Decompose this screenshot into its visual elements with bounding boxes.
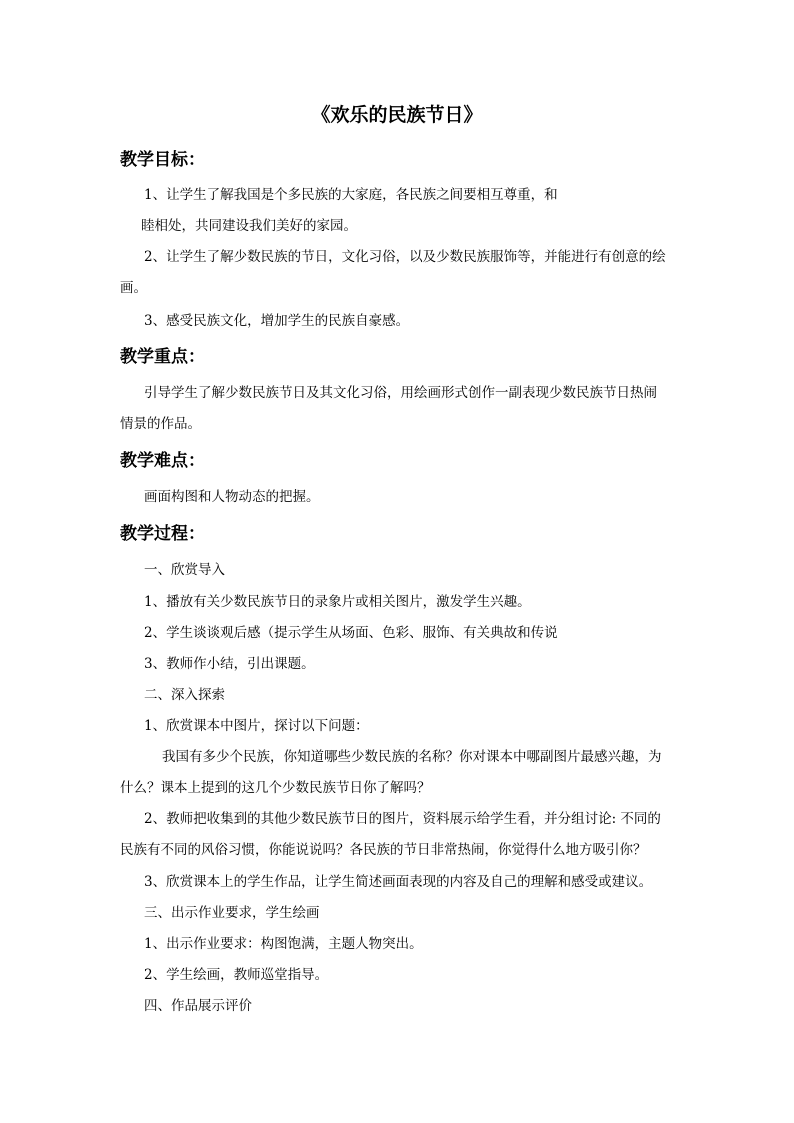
process-line: 二、深入探索 [144,687,225,703]
process-line: 1、欣赏课本中图片，探讨以下问题： [144,718,369,734]
goals-line: 1、让学生了解我国是个多民族的大家庭，各民族之间要相互尊重，和 [144,187,558,203]
process-line: 四、作品展示评价 [144,998,252,1014]
heading-key-points: 教学重点： [120,347,205,367]
process-line: 2、教师把收集到的其他少数民族节日的图片，资料展示给学生看，并分组讨论: 不同的 [144,811,661,827]
heading-process: 教学过程： [120,524,205,544]
process-line: 2、学生谈谈观后感（提示学生从场面、色彩、服饰、有关典故和传说 [144,625,558,641]
difficulties-line: 画面构图和人物动态的把握。 [144,489,320,505]
process-line: 民族有不同的风俗习惯，你能说说吗？各民族的节日非常热闹，你觉得什么地方吸引你？ [120,842,647,858]
heading-goals: 教学目标： [120,150,205,170]
goals-line: 2、让学生了解少数民族的节日，文化习俗，以及少数民族服饰等，并能进行有创意的绘 [144,249,666,265]
goals-line: 画。 [120,280,147,296]
process-line: 3、教师作小结，引出课题。 [144,656,315,672]
process-line: 2、学生绘画，教师巡堂指导。 [144,967,329,983]
process-line: 3、欣赏课本上的学生作品，让学生简述画面表现的内容及自己的理解和感受或建议。 [144,874,653,890]
process-line: 我国有多少个民族，你知道哪些少数民族的名称？你对课本中哪副图片最感兴趣，为 [162,749,662,765]
key-points-line: 引导学生了解少数民族节日及其文化习俗，用绘画形式创作一副表现少数民族节日热闹 [144,385,657,401]
process-line: 1、出示作业要求：构图饱满，主题人物突出。 [144,936,423,952]
goals-line: 睦相处，共同建设我们美好的家园。 [141,218,357,234]
process-line: 1、播放有关少数民族节日的录象片或相关图片，激发学生兴趣。 [144,594,531,610]
process-line: 什么？课本上提到的这几个少数民族节日你了解吗？ [120,780,431,796]
goals-line: 3、感受民族文化，增加学生的民族自豪感。 [144,313,410,329]
process-line: 三、出示作业要求，学生绘画 [144,905,320,921]
key-points-line: 情景的作品。 [120,416,201,432]
process-line: 一、欣赏导入 [144,562,225,578]
heading-difficulties: 教学难点： [120,451,205,471]
document-title: 《欢乐的民族节日》 [311,104,483,126]
